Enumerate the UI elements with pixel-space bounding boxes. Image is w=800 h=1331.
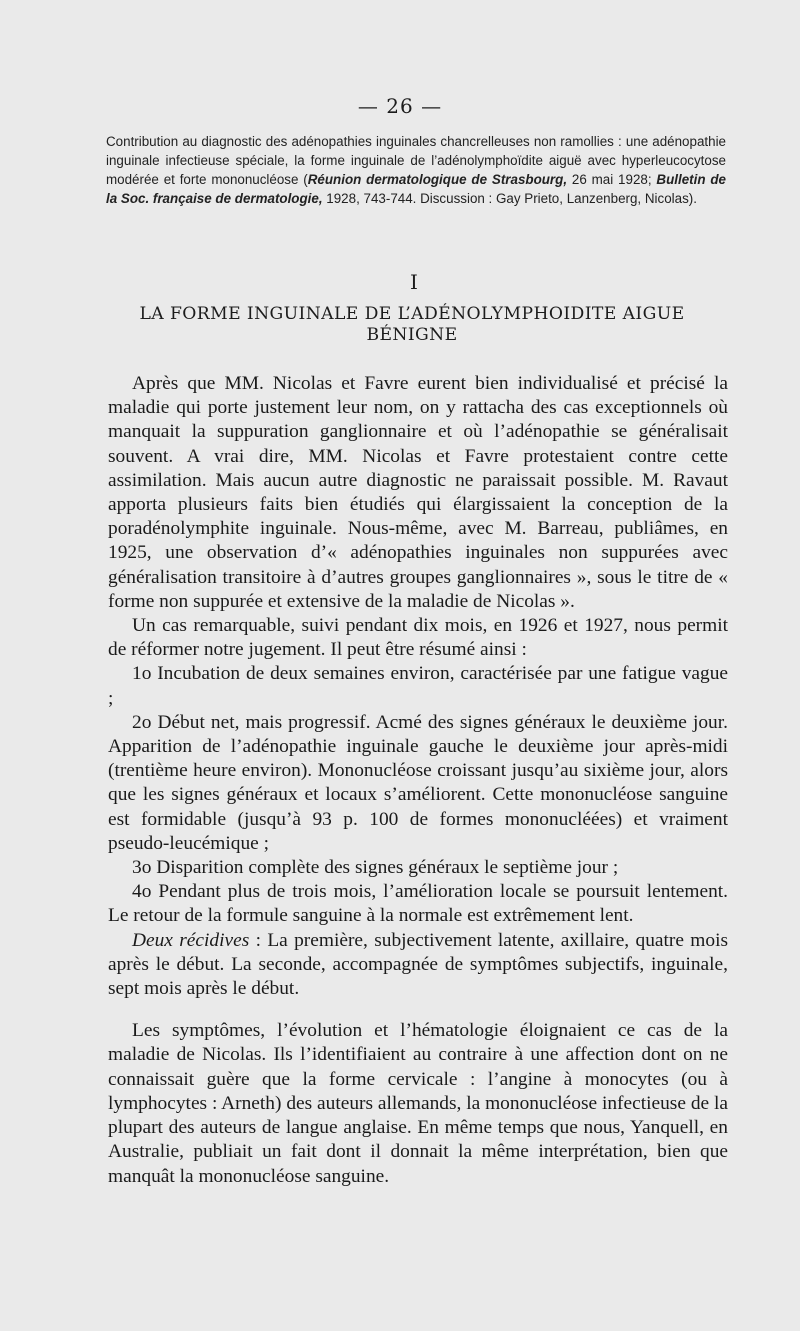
citation-text-a: Contribution au diagnostic des adénopathies inguinales chancrelleuses non ramollies : une adénopathie inguinale infectieuse spéciale, la forme inguinale de l’adénolymphoïdite aiguë avec hyperleucocytose modérée et forte mononucléose ( bbox=[106, 134, 726, 187]
recidives-label: Deux récidives bbox=[132, 929, 250, 951]
citation-text-c: 1928, 743-744. Discussion : Gay Prieto, Lanzenberg, Nicolas). bbox=[322, 191, 697, 206]
citation-text-b: 26 mai 1928; bbox=[567, 172, 657, 187]
list-item-3: 3o Disparition complète des signes généraux le septième jour ; bbox=[132, 857, 619, 879]
body-text bbox=[108, 372, 728, 1189]
citation-ref-a: Réunion dermatologique de Strasbourg, bbox=[307, 172, 568, 187]
list-item-4: 4o Pendant plus de trois mois, l’amélioration locale se poursuit lentement. Le retour de la formule sanguine à la normale est extrêmement lent. bbox=[108, 881, 728, 927]
bibliographic-citation bbox=[106, 132, 726, 208]
list-item-2: 2o Début net, mais progressif. Acmé des signes généraux le deuxième jour. Apparition de l’adénopathie inguinale gauche le deuxième jour après-midi (trentième heure environ). Mononucléose croissant jusqu’au sixième jour, alors que les signes généraux et locaux s’améliorent. Cette mononucléose sanguine est formidable (jusqu’à 93 p. 100 de formes mononucléées) et vraiment pseudo-leucémique ; bbox=[108, 711, 728, 854]
section-number: I bbox=[410, 270, 418, 294]
paragraph-3: Les symptômes, l’évolution et l’hématologie éloignaient ce cas de la maladie de Nicolas. Ils l’identifiaient au contraire à une affection dont on ne connaissait guère que la forme cervicale : l’angine à monocytes (ou à lymphocytes : Arneth) des auteurs allemands, la mononucléose infectieuse de la plupart des auteurs de langue anglaise. En même temps que nous, Yanquell, en Australie, publiait un fait dont il donnait la même interprétation, bien que manquât la mononucléose sanguine. bbox=[108, 1020, 728, 1187]
recidives-text: : La première, subjectivement latente, axillaire, quatre mois après le début. La seconde, accompagnée de symptômes subjectifs, inguinale, sept mois après le début. bbox=[108, 929, 728, 1000]
paragraph-1: Après que MM. Nicolas et Favre eurent bien individualisé et précisé la maladie qui porte justement leur nom, on y rattacha des cas exceptionnels où manquait la suppuration ganglionnaire et où l’adénopathie se généralisait souvent. A vrai dire, MM. Nicolas et Favre protestaient contre cette assimilation. Mais aucun autre diagnostic ne paraissait possible. M. Ravaut apporta plusieurs faits bien étudiés qui élargissaient la conception de la poradénolymphite inguinale. Nous-même, avec M. Barreau, publiâmes, en 1925, une observation d’« adénopathies inguinales non suppurées avec généralisation transitoire à d’autres groupes ganglionnaires », sous le titre de « forme non suppurée et extensive de la maladie de Nicolas ». bbox=[108, 373, 728, 612]
paragraph-recidives bbox=[108, 929, 728, 1002]
page-number: — 26 — bbox=[357, 94, 443, 118]
paragraph-2: Un cas remarquable, suivi pendant dix mois, en 1926 et 1927, nous permit de réformer notre jugement. Il peut être résumé ainsi : bbox=[108, 615, 728, 661]
citation-ref-b: Bulletin de la Soc. française de dermatologie, bbox=[106, 172, 726, 206]
list-item-1: 1o Incubation de deux semaines environ, caractérisée par une fatigue vague ; bbox=[108, 663, 728, 709]
section-title: LA FORME INGUINALE DE L’ADÉNOLYMPHOIDITE AIGUE BÉNIGNE bbox=[139, 304, 685, 345]
